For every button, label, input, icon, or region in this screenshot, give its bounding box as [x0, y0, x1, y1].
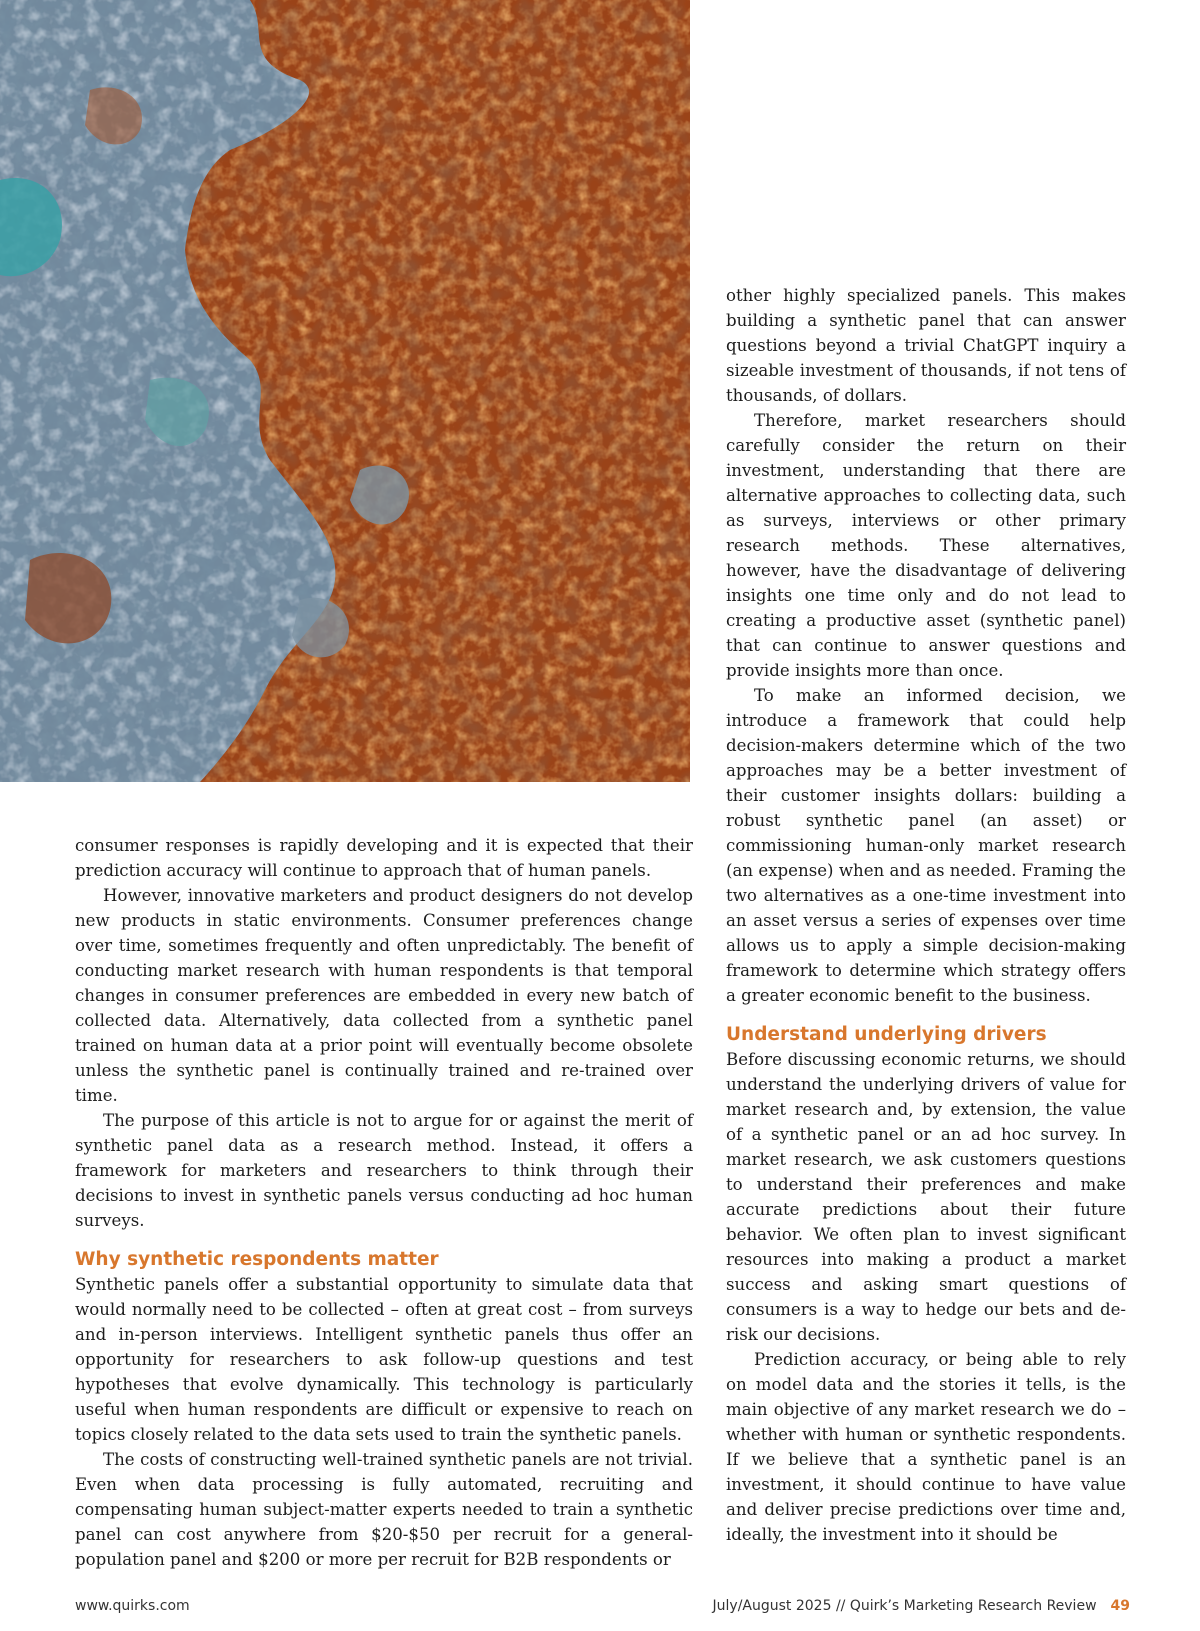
left-article-column — [75, 833, 693, 1572]
body-paragraph: However, innovative marketers and product designers do not develop new products in static environments. Consumer preferences change over time, sometimes frequently and often unpredictably. The benefit of conducting market research with human respondents is that temporal changes in consumer preferences are embedded in every new batch of collected data. Alternatively, data collected from a synthetic panel trained on human data at a prior point will eventually become obsolete unless the synthetic panel is continually trained and re-trained over time. — [75, 886, 693, 1105]
issue-label: July/August 2025 // Quirk’s Marketing Research Review — [712, 1598, 1097, 1614]
body-paragraph: The costs of constructing well-trained synthetic panels are not trivial. Even when data processing is fully automated, recruiting and compensating human subject-matter experts needed to train a synthetic panel can cost anywhere from $20-$50 per recruit for a general-population panel and $200 or more per recruit for B2B respondents or — [75, 1450, 693, 1569]
body-paragraph: Synthetic panels offer a substantial opportunity to simulate data that would normally need to be collected – often at great cost – from surveys and in-person interviews. Intelligent synthetic panels thus offer an opportunity for researchers to ask follow-up questions and test hypotheses that evolve dynamically. This technology is particularly useful when human respondents are difficult or expensive to reach on topics closely related to the data sets used to train the synthetic panels. — [75, 1275, 693, 1444]
body-paragraph: consumer responses is rapidly developing and it is expected that their prediction accuracy will continue to approach that of human panels. — [75, 836, 693, 880]
page-number: 49 — [1110, 1598, 1130, 1614]
body-paragraph: Therefore, market researchers should carefully consider the return on their investment, understanding that there are alternative approaches to collecting data, such as surveys, interviews or other primary research methods. These alternatives, however, have the disadvantage of delivering insights one time only and do not lead to creating a productive asset (synthetic panel) that can continue to answer questions and provide insights more than once. — [726, 411, 1126, 680]
footer-website — [75, 1598, 190, 1614]
section-heading: Why synthetic respondents matter — [75, 1249, 439, 1270]
body-paragraph: To make an informed decision, we introduce a framework that could help decision-makers determine which of the two approaches may be a better investment of their customer insights dollars: building a robust synthetic panel (an asset) or commissioning human-only market research (an expense) when and as needed. Framing the two alternatives as a one-time investment into an asset versus a series of expenses over time allows us to apply a simple decision-making framework to determine which strategy offers a greater economic benefit to the business. — [726, 686, 1126, 1005]
footer-issue — [713, 1598, 1130, 1614]
body-paragraph: Prediction accuracy, or being able to rely on model data and the stories it tells, is the main objective of any market research we do – whether with human or synthetic respondents. If we believe that a synthetic panel is an investment, it should continue to have value and deliver precise predictions over time and, ideally, the investment into it should be — [726, 1350, 1126, 1544]
website-link[interactable]: www.quirks.com — [75, 1598, 190, 1614]
rust-texture-graphic — [0, 0, 690, 782]
body-paragraph: other highly specialized panels. This makes building a synthetic panel that can answer questions beyond a trivial ChatGPT inquiry a sizeable investment of thousands, if not tens of thousands, of dollars. — [726, 286, 1126, 405]
body-paragraph: The purpose of this article is not to argue for or against the merit of synthetic panel data as a research method. Instead, it offers a framework for marketers and researchers to think through their decisions to invest in synthetic panels versus conducting ad hoc human surveys. — [75, 1111, 693, 1230]
rusted-metal-photo — [0, 0, 690, 782]
section-heading: Understand underlying drivers — [726, 1024, 1047, 1045]
right-article-column — [726, 283, 1126, 1547]
body-paragraph: Before discussing economic returns, we should understand the underlying drivers of value for market research and, by extension, the value of a synthetic panel or an ad hoc survey. In market research, we ask customers questions to understand their preferences and make accurate predictions about their future behavior. We often plan to invest significant resources into making a product a market success and asking smart questions of consumers is a way to hedge our bets and de-risk our decisions. — [726, 1050, 1126, 1344]
